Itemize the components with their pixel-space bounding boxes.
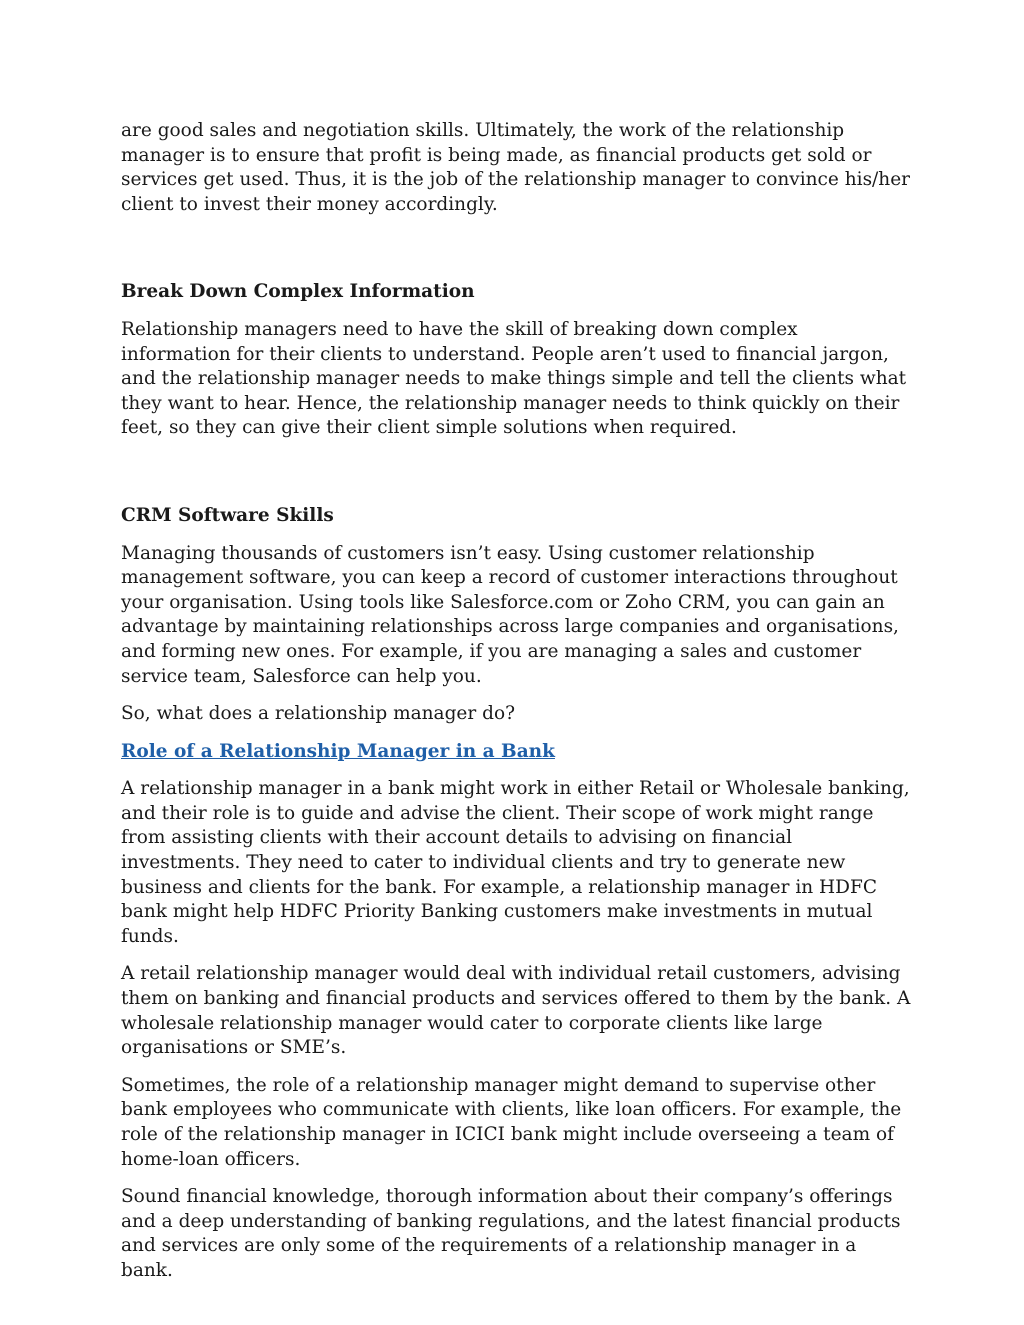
role-paragraph-4: Sound financial knowledge, thorough information about their company’s offerings and a deep understanding of banking regulations, and the latest financial products and services are only some of the requirements of a relationship manager in a bank. bbox=[121, 1186, 901, 1281]
role-paragraph-3: Sometimes, the role of a relationship manager might demand to supervise other bank employees who communicate with clients, like loan officers. For example, the role of the relationship manager in ICICI bank might include overseeing a team of home-loan officers. bbox=[121, 1074, 902, 1170]
break-down-paragraph: Relationship managers need to have the skill of breaking down complex information for their clients to understand. People aren’t used to financial jargon, and the relationship manager needs to make things simple and tell the clients what they want to hear. Hence, the relationship manager needs to think quickly on their feet, so they can give their client simple solutions when required. bbox=[121, 318, 907, 439]
section-spacer bbox=[121, 454, 911, 504]
crm-paragraph: Managing thousands of customers isn’t easy. Using customer relationship management software, you can keep a record of customer interactions throughout your organisation. Using tools like Salesforce.com or Zoho CRM, you can gain an advantage by maintaining relationships across large companies and organisations, and forming new ones. For example, if you are managing a sales and customer service team, Salesforce can help you. bbox=[121, 542, 899, 687]
role-paragraph-1: A relationship manager in a bank might work in either Retail or Wholesale banking, and their role is to guide and advise the client. Their scope of work might range from assisting clients with their account details to advising on financial investments. They need to cater to individual clients and try to generate new business and clients for the bank. For example, a relationship manager in HDFC bank might help HDFC Priority Banking customers make investments in mutual funds. bbox=[121, 778, 910, 947]
intro-paragraph: are good sales and negotiation skills. Ultimately, the work of the relationship manager is to ensure that profit is being made, as financial products get sold or services get used. Thus, it is the job of the relationship manager to convince his/her client to invest their money accordingly. bbox=[121, 120, 910, 215]
crm-question: So, what does a relationship manager do? bbox=[121, 703, 516, 725]
role-heading-link[interactable]: Role of a Relationship Manager in a Bank bbox=[121, 740, 555, 762]
break-down-heading: Break Down Complex Information bbox=[121, 281, 475, 303]
document-page bbox=[121, 119, 911, 1297]
section-spacer bbox=[121, 230, 911, 280]
role-paragraph-2: A retail relationship manager would deal with individual retail customers, advising them on banking and financial products and services offered to them by the bank. A wholesale relationship manager would cater to corporate clients like large organisations or SME’s. bbox=[121, 963, 911, 1059]
crm-heading: CRM Software Skills bbox=[121, 504, 334, 526]
